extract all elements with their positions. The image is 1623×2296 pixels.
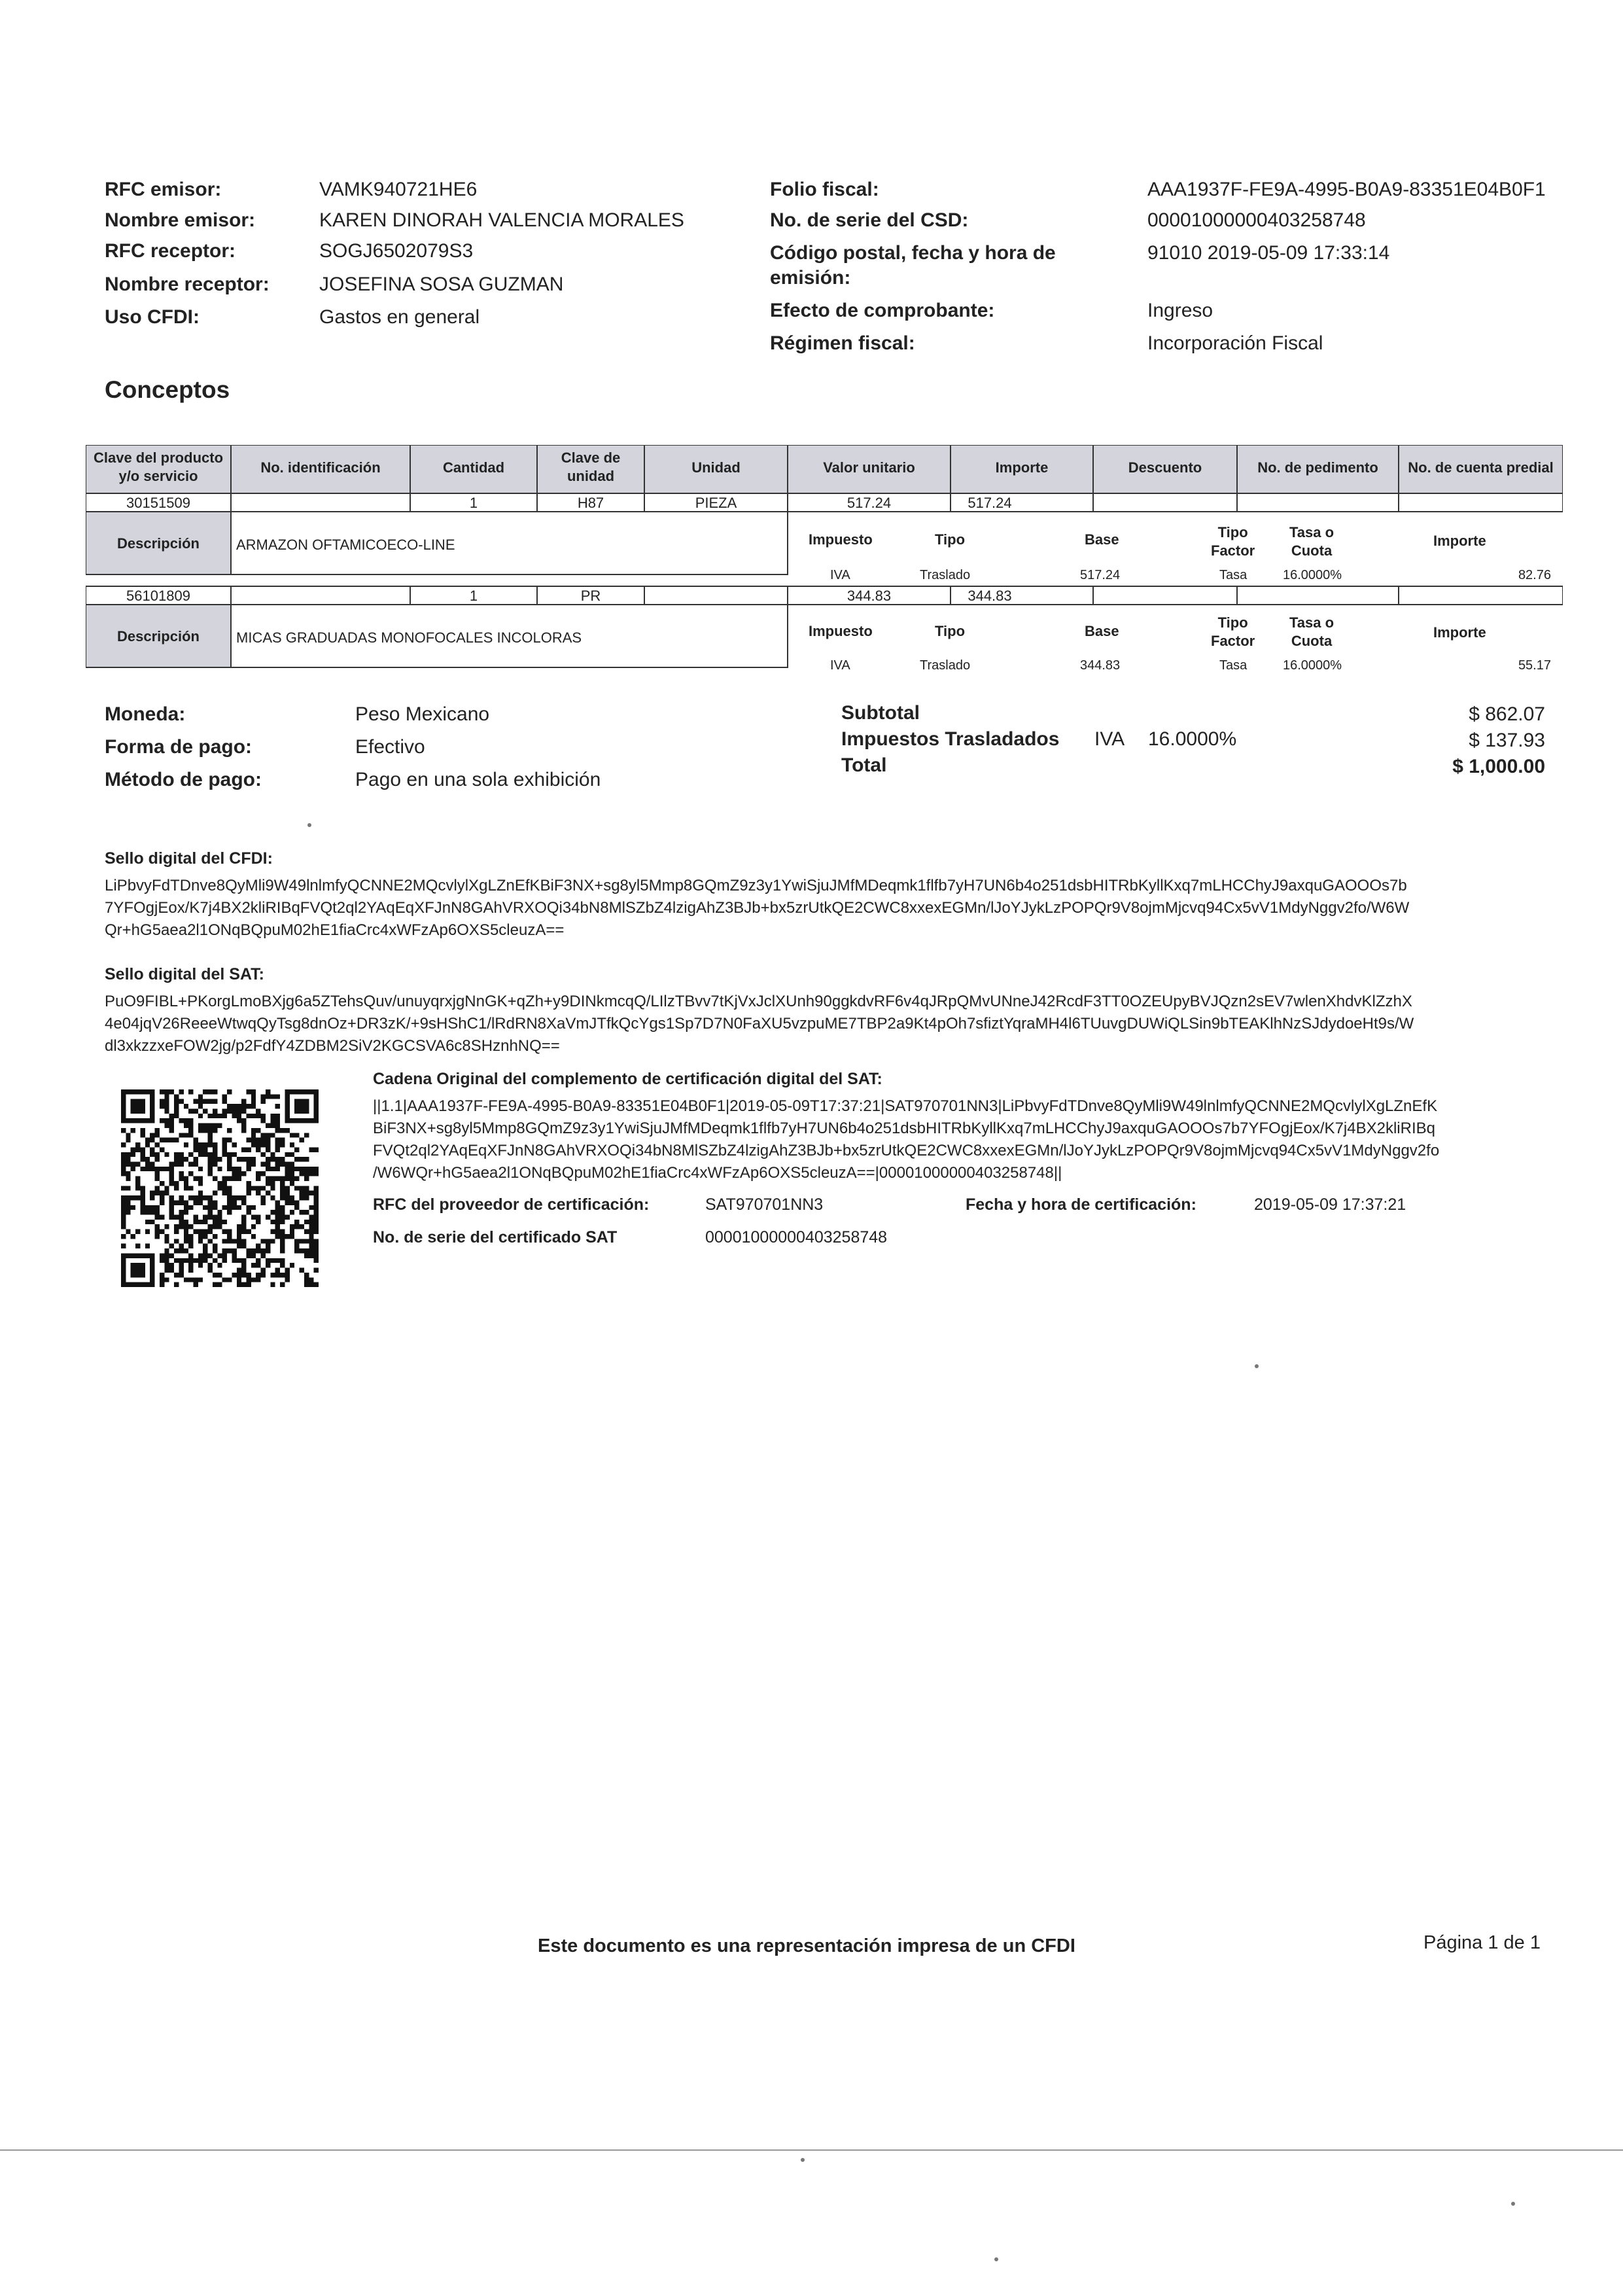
col-importe-header: Importe <box>995 459 1049 476</box>
row1-descripcion: ARMAZON OFTAMICOECO-LINE <box>236 537 455 553</box>
serie-csd-value: 00001000000403258748 <box>1147 209 1366 231</box>
sello-cfdi-line-3: Qr+hG5aea2l1ONqBQpuM02hE1fiaCrc4xWFzAp6OXS5cleuzA== <box>105 921 565 939</box>
sello-sat-line-3: dl3xkzzxeFOW2jg/p2FdfY4ZDBM2SiV2KGCSVA6c8SHznhNQ== <box>105 1037 560 1055</box>
impuestos-value: $ 137.93 <box>1469 730 1545 751</box>
row1-tax-factor-line2: Factor <box>1211 542 1255 559</box>
rfc-receptor-label: RFC receptor: <box>105 240 236 262</box>
regimen-label: Régimen fiscal: <box>770 332 915 354</box>
row2-tax-factor-line2: Factor <box>1211 633 1255 649</box>
row1-tax-base-header: Base <box>1085 531 1119 548</box>
row1-tax-tasa-line1: Tasa o <box>1289 524 1335 540</box>
moneda-label: Moneda: <box>105 703 186 725</box>
iva-rate: 16.0000% <box>1148 728 1237 750</box>
serie-certificado-value: 00001000000403258748 <box>705 1228 888 1246</box>
cadena-line-3: FVQt2ql2YAqEqXFJnN8GAhVRXOQi34bN8MlSZbZ4lzigAhZ3BJb+bx5zrUtkQE2CWC8xxexEGMn/lJoYJykLzPOPQr9V8ojmMjcvq94Cx5vV1MdyNggv2fo <box>373 1142 1440 1159</box>
scan-edge-line <box>0 2149 1623 2151</box>
sello-sat-line-2: 4e04jqV26ReeeWtwqQyTsg8dnOz+DR3zK/+9sHShC1/lRdRN8XaVmJTfkQcYgs1Sp7D7N0FaXU5vzpuME7TBP2a9Kt4pOh7sfiztYqraMH4l6TUuvgDUWiQLSin9bTEAKlhNzSJdydoeHt9s/W <box>105 1015 1414 1033</box>
row1-tax-tasa-header <box>1289 523 1334 560</box>
iva-label: IVA <box>1094 728 1125 750</box>
serie-certificado-label: No. de serie del certificado SAT <box>373 1228 618 1246</box>
cadena-line-2: BiF3NX+sg8yl5Mmp8GQmZ9z3y1YwiSjuJMfMDeqmk1flfb7yH7UN6b4o251dsbHITRbKyllKxq7mLHCChyJ9axquGAOOOs7b7YFOgjEox/K7j4BX2kliRIBq <box>373 1120 1435 1137</box>
rfc-receptor-value: SOGJ6502079S3 <box>319 240 474 262</box>
rfc-emisor-value: VAMK940721HE6 <box>319 179 478 200</box>
rfc-emisor-label: RFC emisor: <box>105 179 222 200</box>
sello-cfdi-label: Sello digital del CFDI: <box>105 849 273 868</box>
row1-desc-label: Descripción <box>117 535 200 552</box>
row1-tax-tasa: 16.0000% <box>1283 568 1342 582</box>
efecto-label: Efecto de comprobante: <box>770 300 995 321</box>
total-value: $ 1,000.00 <box>1452 756 1545 777</box>
row2-valor: 344.83 <box>846 588 892 604</box>
folio-fiscal-value: AAA1937F-FE9A-4995-B0A9-83351E04B0F1 <box>1147 179 1546 200</box>
col-clave-header-line1: Clave del producto <box>93 450 224 466</box>
row2-tax-tasa-header <box>1289 614 1334 650</box>
row1-clave: 30151509 <box>126 495 190 511</box>
nombre-receptor-value: JOSEFINA SOSA GUZMAN <box>319 274 564 295</box>
row2-tax-tasa: 16.0000% <box>1283 658 1342 673</box>
col-clave-unidad-line1: Clave de <box>561 450 621 466</box>
subtotal-label: Subtotal <box>841 702 920 724</box>
forma-pago-value: Efectivo <box>355 736 425 758</box>
row1-tax-impuesto: IVA <box>830 568 850 582</box>
sello-cfdi <box>105 849 1570 942</box>
moneda-value: Peso Mexicano <box>355 703 490 725</box>
col-cantidad-header: Cantidad <box>442 459 505 476</box>
row2-desc-label: Descripción <box>117 628 200 645</box>
footer-note: Este documento es una representación impresa de un CFDI <box>538 1935 1075 1956</box>
row1-tax-tasa-line2: Cuota <box>1291 542 1333 559</box>
cadena-line-1: ||1.1|AAA1937F-FE9A-4995-B0A9-83351E04B0F1|2019-05-09T17:37:21|SAT970701NN3|LiPbvyFdTDnve8QyMli9W49lnlmfyQCNNE2MQcvlylXgLZnEfK <box>373 1097 1438 1115</box>
concepts-table <box>86 445 1563 675</box>
row1-tax-factor-header <box>1211 523 1255 560</box>
row1-valor: 517.24 <box>846 495 892 511</box>
row2-clave-unidad: PR <box>580 588 601 604</box>
qr-code-image <box>121 1089 319 1287</box>
row2-tax-factor-header <box>1211 614 1255 650</box>
nombre-emisor-value: KAREN DINORAH VALENCIA MORALES <box>319 209 684 231</box>
scan-speck <box>801 2158 805 2162</box>
nombre-receptor-label: Nombre receptor: <box>105 274 270 295</box>
row1-tax-tipo: Traslado <box>920 568 971 582</box>
regimen-value: Incorporación Fiscal <box>1147 332 1323 354</box>
scan-speck <box>307 823 311 827</box>
cadena-original <box>373 1070 1563 1184</box>
row2-tax-factor-line1: Tipo <box>1217 614 1248 631</box>
row2-tax-impuesto-header: Impuesto <box>809 623 873 639</box>
col-unidad-header: Unidad <box>691 459 741 476</box>
fecha-certificacion-value: 2019-05-09 17:37:21 <box>1254 1195 1406 1214</box>
efecto-value: Ingreso <box>1147 300 1213 321</box>
row1-tax-base: 517.24 <box>1080 568 1121 582</box>
codigo-postal-label-1: Código postal, fecha y hora de <box>770 242 1056 264</box>
uso-cfdi-label: Uso CFDI: <box>105 306 200 328</box>
serie-csd-label: No. de serie del CSD: <box>770 209 969 231</box>
row1-importe: 517.24 <box>968 495 1012 511</box>
row2-tax-tipo: Traslado <box>920 658 971 673</box>
row2-tax-tasa-line2: Cuota <box>1291 633 1333 649</box>
codigo-postal-label-2: emisión: <box>770 267 851 289</box>
conceptos-title: Conceptos <box>105 376 230 403</box>
sello-cfdi-line-1: LiPbvyFdTDnve8QyMli9W49lnlmfyQCNNE2MQcvlylXgLZnEfKBiF3NX+sg8yl5Mmp8GQmZ9z3y1YwiSjuJMfMDeqmk1flfb7yH7UN6b4o251dsbHITRbKyllKxq7mLHCChyJ9axquGAOOOs7b <box>105 877 1407 894</box>
col-predial-header: No. de cuenta predial <box>1408 459 1554 476</box>
impuestos-label: Impuestos Trasladados <box>841 728 1060 750</box>
row2-cantidad: 1 <box>469 588 478 604</box>
col-clave-unidad-line2: unidad <box>567 468 615 484</box>
scan-speck <box>1511 2202 1515 2206</box>
row1-tax-importe: 82.76 <box>1518 568 1551 582</box>
col-clave-header <box>86 449 231 486</box>
sello-sat-line-1: PuO9FIBL+PKorgLmoBXjg6a5ZTehsQuv/unuyqrxjgNnGK+qZh+y9DINkmcqQ/LIlzTBvv7tKjVxJclXUnh90ggkdvRF6v4qJRpQMvUNneJ42RcdF3TT0OZEUpyBVJQzn2sEV7wlenXhdvKlZzhX <box>105 993 1412 1010</box>
row1-tax-impuesto-header: Impuesto <box>809 531 873 548</box>
row2-tax-base-header: Base <box>1085 623 1119 639</box>
col-noid-header: No. identificación <box>260 459 381 476</box>
row2-tax-factor: Tasa <box>1219 658 1248 673</box>
row2-clave: 56101809 <box>126 588 190 604</box>
row1-clave-unidad: H87 <box>577 495 604 511</box>
col-clave-unidad-header <box>537 449 644 486</box>
fecha-certificacion-label: Fecha y hora de certificación: <box>966 1195 1196 1214</box>
col-clave-header-line2: y/o servicio <box>118 468 198 484</box>
cadena-label: Cadena Original del complemento de certificación digital del SAT: <box>373 1070 882 1088</box>
row2-tax-base: 344.83 <box>1080 658 1121 673</box>
sello-sat <box>105 965 1570 1057</box>
subtotal-value: $ 862.07 <box>1469 703 1545 725</box>
qr-code <box>121 1089 319 1287</box>
row1-tax-factor: Tasa <box>1219 568 1248 582</box>
row2-tax-impuesto: IVA <box>830 658 850 673</box>
sello-sat-label: Sello digital del SAT: <box>105 965 265 983</box>
row1-unidad: PIEZA <box>695 495 737 511</box>
row2-tax-tasa-line1: Tasa o <box>1289 614 1335 631</box>
rfc-proveedor-label: RFC del proveedor de certificación: <box>373 1195 650 1214</box>
row2-importe: 344.83 <box>968 588 1012 604</box>
uso-cfdi-value: Gastos en general <box>319 306 480 328</box>
row1-cantidad: 1 <box>469 495 478 511</box>
row1-tax-tipo-header: Tipo <box>935 531 966 548</box>
nombre-emisor-label: Nombre emisor: <box>105 209 256 231</box>
col-valor-header: Valor unitario <box>823 459 915 476</box>
col-descuento-header: Descuento <box>1128 459 1202 476</box>
row2-tax-importe: 55.17 <box>1518 658 1551 673</box>
codigo-postal-value: 91010 2019-05-09 17:33:14 <box>1147 242 1390 264</box>
total-label: Total <box>841 754 887 776</box>
metodo-pago-label: Método de pago: <box>105 769 262 790</box>
row1-tax-importe-header: Importe <box>1433 533 1486 549</box>
row1-tax-factor-line1: Tipo <box>1217 524 1248 540</box>
row2-tax-importe-header: Importe <box>1433 624 1486 641</box>
page-number: Página 1 de 1 <box>1423 1932 1541 1953</box>
forma-pago-label: Forma de pago: <box>105 736 253 758</box>
folio-fiscal-label: Folio fiscal: <box>770 179 879 200</box>
row2-descripcion: MICAS GRADUADAS MONOFOCALES INCOLORAS <box>236 629 582 646</box>
sello-cfdi-line-2: 7YFOgjEox/K7j4BX2kliRIBqFVQt2ql2YAqEqXFJnN8GAhVRXOQi34bN8MlSZbZ4lzigAhZ3BJb+bx5zrUtkQE2CWC8xxexEGMn/lJoYJykLzPOPQr9V8ojmMjcvq94Cx5vV1MdyNggv2fo/W6W <box>105 899 1410 917</box>
row2-tax-tipo-header: Tipo <box>935 623 966 639</box>
scan-speck <box>1255 1364 1259 1368</box>
cadena-line-4: /W6WQr+hG5aea2l1ONqBQpuM02hE1fiaCrc4xWFzAp6OXS5cleuzA==|00001000000403258748|| <box>373 1164 1062 1182</box>
scan-speck <box>994 2257 998 2261</box>
col-pedimento-header: No. de pedimento <box>1257 459 1378 476</box>
rfc-proveedor-value: SAT970701NN3 <box>705 1195 824 1214</box>
metodo-pago-value: Pago en una sola exhibición <box>355 769 601 790</box>
